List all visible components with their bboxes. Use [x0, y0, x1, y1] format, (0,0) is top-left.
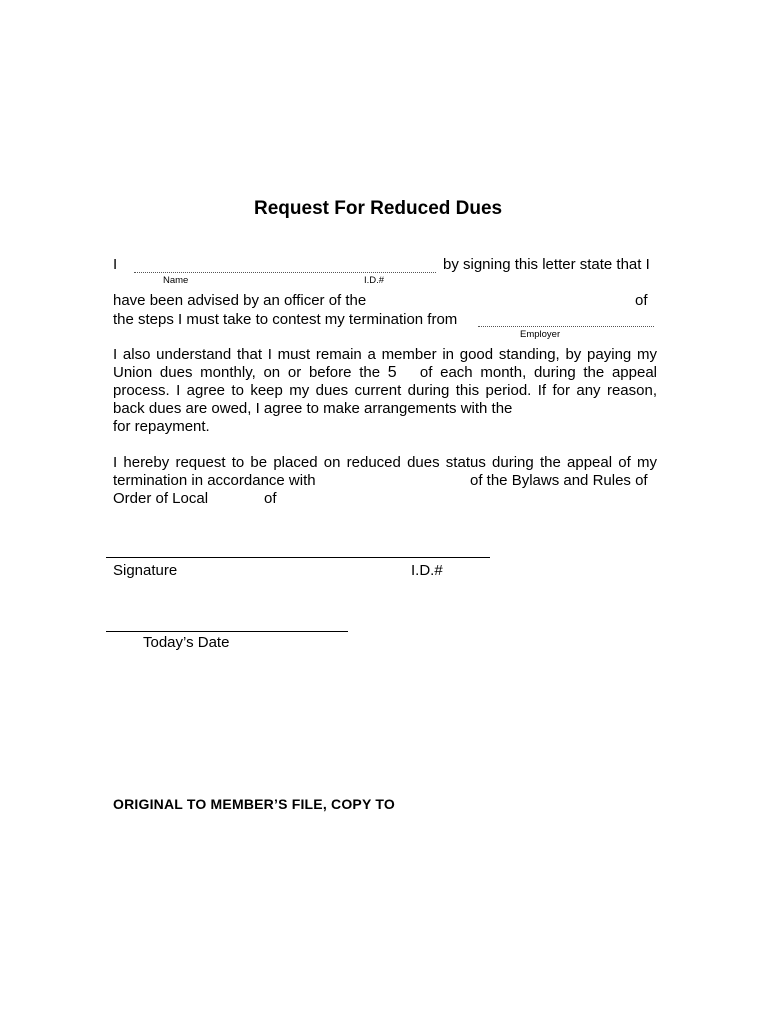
- date-line[interactable]: [106, 631, 348, 632]
- date-label: Today’s Date: [143, 634, 230, 651]
- paragraph-dues-part3: for repayment.: [113, 418, 210, 435]
- intro-id-label: I.D.#: [364, 275, 385, 286]
- paragraph-dues-part1: I also understand that I must remain a member in good standing, by paying my Union dues monthly, on or before the: [113, 346, 657, 381]
- steps-text: the steps I must take to contest my termination from: [113, 311, 458, 328]
- advised-text: have been advised by an officer of the: [113, 292, 367, 309]
- signature-line[interactable]: [106, 557, 490, 558]
- name-label: Name: [163, 275, 189, 286]
- name-id-field[interactable]: [134, 272, 436, 273]
- intro-prefix: I: [113, 256, 118, 273]
- paragraph-request-line2a: termination in accordance with: [113, 472, 316, 489]
- paragraph-request-line1: I hereby request to be placed on reduced dues status during the appeal of my: [113, 454, 657, 471]
- footer-distribution: ORIGINAL TO MEMBER’S FILE, COPY TO: [113, 796, 395, 812]
- paragraph-dues-part2: of each month, during the appeal process. I agree to keep my dues current during this period. If for any reason, back dues are owed, I agree to make arrangements with the: [113, 364, 658, 417]
- document-title: Request For Reduced Dues: [254, 198, 503, 219]
- paragraph-request-line3b: of: [264, 490, 277, 507]
- paragraph-dues: [113, 346, 657, 418]
- advised-trailing: of: [635, 292, 648, 309]
- paragraph-request-line3a: Order of Local: [113, 490, 209, 507]
- dues-day-value[interactable]: 5: [387, 364, 397, 381]
- signature-label: Signature: [113, 562, 178, 579]
- employer-label: Employer: [520, 329, 561, 340]
- paragraph-request-line2b: of the Bylaws and Rules of: [470, 472, 648, 489]
- employer-field[interactable]: [478, 326, 654, 327]
- intro-suffix: by signing this letter state that I: [443, 256, 650, 273]
- signature-id-label: I.D.#: [411, 562, 443, 579]
